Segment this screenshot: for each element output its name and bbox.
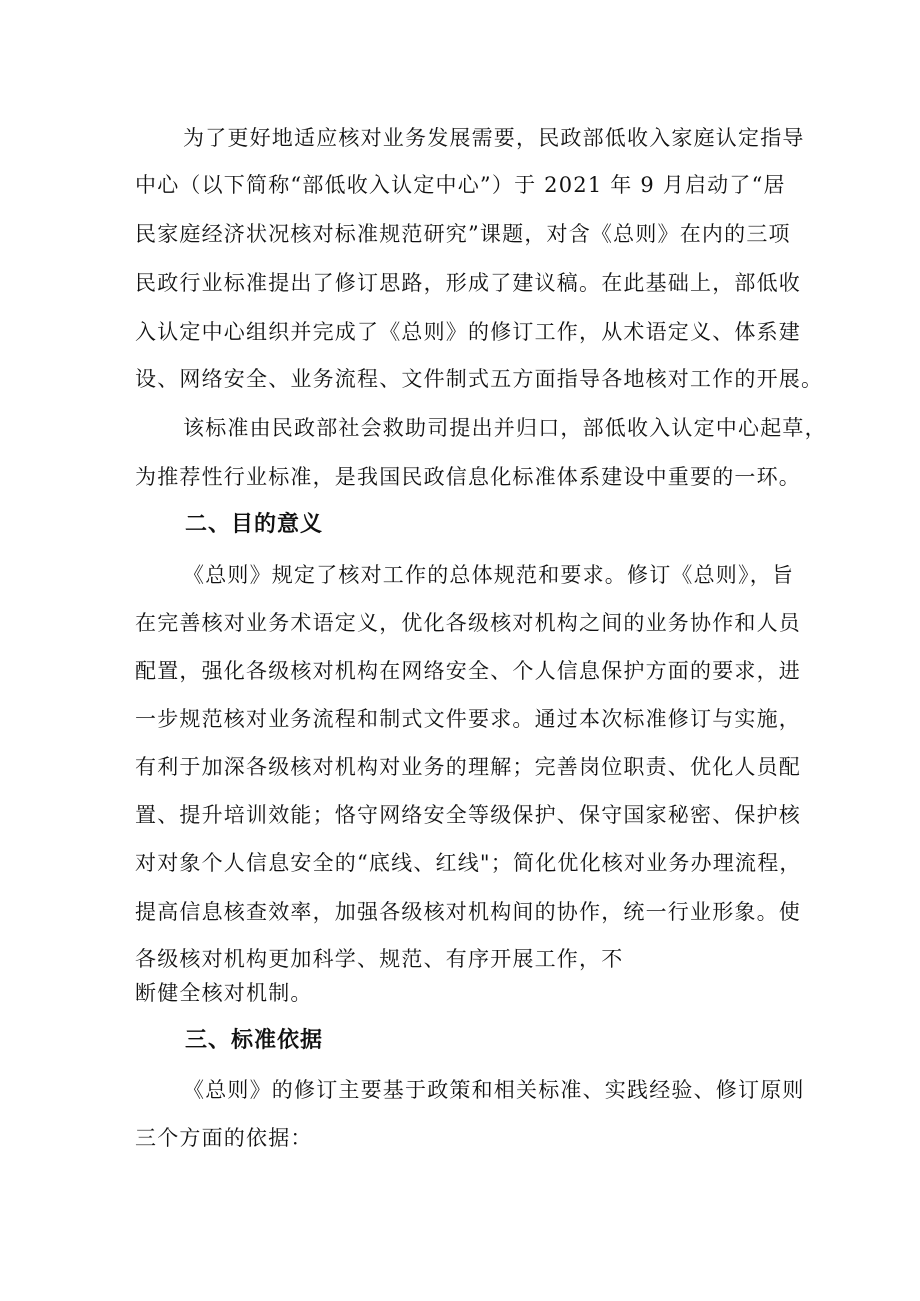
section-2-line-7: 对对象个人信息安全的“底线、红线"；简化优化核对业务办理流程， [135, 851, 802, 875]
section-2-line-8: 提高信息核查效率，加强各级核对机构间的协作，统一行业形象。使 [135, 900, 801, 924]
paragraph-1-line-2: 中心（以下简称“部低收入认定中心”）于 2021 年 9 月启动了“居 [135, 173, 786, 197]
paragraph-1-line-5: 入认定中心组织并完成了《总则》的修订工作，从术语定义、体系建 [135, 320, 801, 344]
paragraph-1-line-4: 民政行业标准提出了修订思路，形成了建议稿。在此基础上，部低收 [135, 271, 801, 295]
section-3-line-2: 三个方面的依据： [135, 1126, 313, 1150]
paragraph-1-line-3: 民家庭经济状况核对标准规范研究”课题，对含《总则》在内的三项 [135, 222, 791, 246]
paragraph-1-line-1: 为了更好地适应核对业务发展需要，民政部低收入家庭认定指导 [183, 126, 805, 150]
paragraph-1-line-6: 设、网络安全、业务流程、文件制式五方面指导各地核对工作的开展。 [135, 367, 824, 391]
section-2-line-10: 断健全核对机制。 [135, 981, 313, 1005]
section-2-line-9: 各级核对机构更加科学、规范、有序开展工作，不 [135, 947, 624, 971]
section-2-line-6: 置、提升培训效能；恪守网络安全等级保护、保守国家秘密、保护核 [135, 803, 801, 827]
paragraph-2-line-2: 为推荐性行业标准，是我国民政信息化标准体系建设中重要的一环。 [135, 465, 801, 489]
paragraph-2-line-1: 该标准由民政部社会救助司提出并归口，部低收入认定中心起草， [183, 416, 827, 440]
section-2-heading: 二、目的意义 [185, 512, 324, 537]
section-3-heading: 三、标准依据 [185, 1028, 324, 1053]
section-3-line-1: 《总则》的修订主要基于政策和相关标准、实践经验、修订原则 [183, 1078, 805, 1102]
section-2-line-2: 在完善核对业务术语定义，优化各级核对机构之间的业务协作和人员 [135, 611, 801, 635]
section-2-line-5: 有利于加深各级核对机构对业务的理解；完善岗位职责、优化人员配 [135, 755, 801, 779]
section-2-line-4: 一步规范核对业务流程和制式文件要求。通过本次标准修订与实施， [135, 707, 801, 731]
section-2-line-3: 配置，强化各级核对机构在网络安全、个人信息保护方面的要求，进 [135, 659, 801, 683]
section-2-line-1: 《总则》规定了核对工作的总体规范和要求。修订《总则》，旨 [183, 563, 795, 587]
